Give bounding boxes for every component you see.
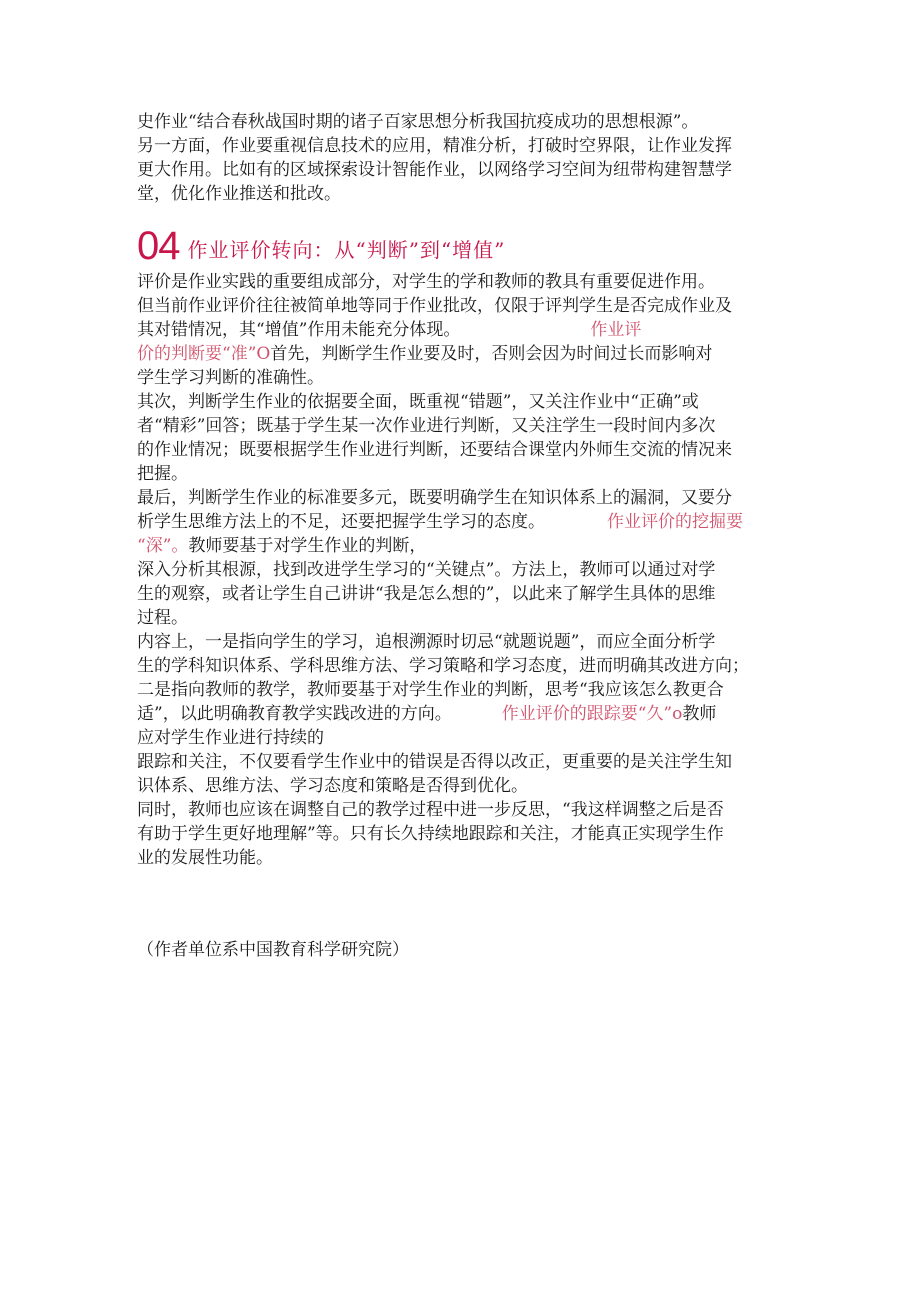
article-body — [137, 110, 797, 870]
paragraph-line — [137, 342, 797, 366]
paragraph-line — [137, 534, 797, 558]
paragraph-line: 生的学科知识体系、学科思维方法、学习策略和学习态度，进而明确其改进方向； — [137, 656, 749, 676]
paragraph-line: 的作业情况；既要根据学生作业进行判断，还要结合课堂内外师生交流的情况来 — [137, 440, 732, 460]
paragraph-line: 者“精彩”回答；既基于学生某一次作业进行判断，又关注学生一段时间内多次 — [137, 416, 716, 436]
paragraph-line: 业的发展性功能。 — [137, 848, 273, 868]
paragraph-line: 有助于学生更好地理解”等。只有长久持续地跟踪和关注，才能真正实现学生作 — [137, 824, 724, 844]
section-heading — [137, 220, 797, 266]
paragraph-line: 但当前作业评价往往被简单地等同于作业批改，仅限于评判学生是否完成作业及 — [137, 296, 732, 316]
paragraph-line — [137, 318, 797, 342]
paragraph-text: 其对错情况，其“增值”作用未能充分体现。 — [137, 320, 461, 340]
paragraph-line — [137, 702, 797, 726]
paragraph-line: 过程。 — [137, 608, 188, 628]
subheading-depth-cont: “深”。 — [137, 536, 189, 556]
section-title: 作业评价转向：从“判断”到“增值” — [187, 238, 506, 262]
paragraph-text: 教师 — [682, 704, 717, 724]
intro-line-1: 史作业“结合春秋战国时期的诸子百家思想分析我国抗疫成功的思想根源”。 — [137, 112, 699, 132]
paragraph-line: 学生学习判断的准确性。 — [137, 368, 324, 388]
subheading-duration: 作业评价的跟踪要“久”o — [501, 704, 683, 724]
paragraph-text: 教师要基于对学生作业的判断， — [188, 536, 427, 556]
subheading-accuracy: 作业评 — [590, 320, 642, 340]
paragraph-line: 同时，教师也应该在调整自己的教学过程中进一步反思，“我这样调整之后是否 — [137, 800, 724, 820]
paragraph-line: 应对学生作业进行持续的 — [137, 728, 324, 748]
section-number: 04 — [137, 224, 180, 268]
paragraph-line: 跟踪和关注，不仅要看学生作业中的错误是否得以改正，更重要的是关注学生知 — [137, 752, 732, 772]
paragraph-line: 其次，判断学生作业的依据要全面，既重视“错题”，又关注作业中“正确”或 — [137, 392, 699, 412]
author-affiliation: （作者单位系中国教育科学研究院） — [137, 940, 409, 960]
intro-line-4: 堂，优化作业推送和批改。 — [137, 184, 341, 204]
paragraph-text: 适”，以此明确教育教学实践改进的方向。 — [137, 704, 452, 724]
paragraph-line: 评价是作业实践的重要组成部分，对学生的学和教师的教具有重要促进作用。 — [137, 272, 715, 292]
paragraph-line: 二是指向教师的教学，教师要基于对学生作业的判断，思考“我应该怎么教更合 — [137, 680, 724, 700]
paragraph-line — [137, 510, 797, 534]
intro-line-3: 更大作用。比如有的区域探索设计智能作业，以网络学习空间为纽带构建智慧学 — [137, 160, 732, 180]
paragraph-line: 把握。 — [137, 464, 188, 484]
intro-line-2: 另一方面，作业要重视信息技术的应用，精准分析，打破时空界限，让作业发挥 — [137, 136, 732, 156]
paragraph-line: 内容上，一是指向学生的学习，追根溯源时切忌“就题说题”，而应全面分析学 — [137, 632, 716, 652]
subheading-depth: 作业评价的挖掘要 — [607, 512, 743, 532]
paragraph-line: 识体系、思维方法、学习态度和策略是否得到优化。 — [137, 776, 528, 796]
paragraph-text: 首先，判断学生作业要及时，否则会因为时间过长而影响对 — [270, 344, 713, 364]
paragraph-line: 最后，判断学生作业的标准要多元，既要明确学生在知识体系上的漏洞，又要分 — [137, 488, 732, 508]
paragraph-line: 深入分析其根源，找到改进学生学习的“关键点”。方法上，教师可以通过对学 — [137, 560, 716, 580]
paragraph-line: 生的观察，或者让学生自己讲讲“我是怎么想的”，以此来了解学生具体的思维 — [137, 584, 716, 604]
subheading-accuracy-cont: 价的判断要“准”O — [137, 344, 271, 364]
paragraph-text: 析学生思维方法上的不足，还要把握学生学习的态度。 — [137, 512, 545, 532]
